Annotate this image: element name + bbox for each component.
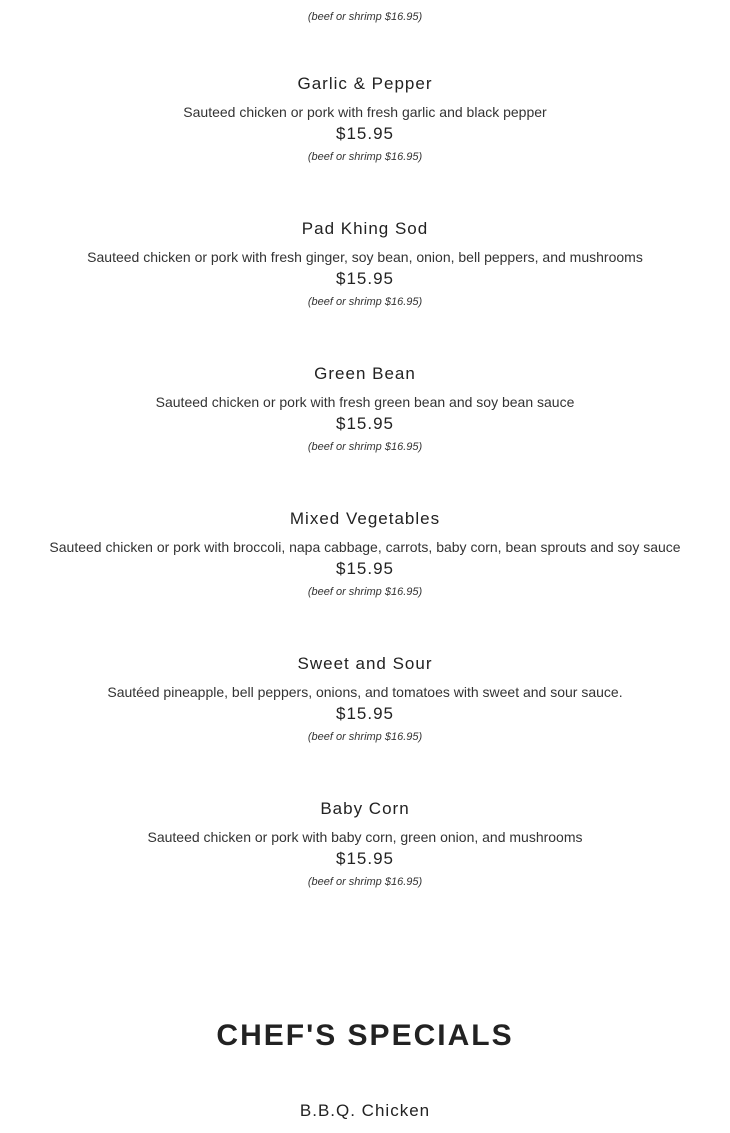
menu-item-name: Pad Khing Sod xyxy=(301,219,429,238)
menu-item xyxy=(0,1100,730,1122)
price-note: (beef or shrimp $16.95) xyxy=(307,11,423,23)
menu-item-description: Sauteed chicken or pork with broccoli, napa cabbage, carrots, baby corn, bean sprouts and soy sauce xyxy=(49,539,681,555)
menu-item-price: $15.95 xyxy=(336,704,394,723)
menu-item-note: (beef or shrimp $16.95) xyxy=(307,876,423,888)
menu-item-description: Sautéed pineapple, bell peppers, onions, and tomatoes with sweet and sour sauce. xyxy=(107,684,623,700)
menu-item-note: (beef or shrimp $16.95) xyxy=(307,441,423,453)
section-title: CHEF'S SPECIALS xyxy=(216,1019,514,1052)
menu-item-description: Sauteed chicken or pork with fresh garlic and black pepper xyxy=(183,104,547,120)
menu-item-note: (beef or shrimp $16.95) xyxy=(307,296,423,308)
menu-item-description: Sauteed chicken or pork with baby corn, green onion, and mushrooms xyxy=(147,829,583,845)
menu-item xyxy=(0,218,730,309)
menu-item-price: $15.95 xyxy=(336,269,394,288)
menu-item-price: $15.95 xyxy=(336,849,394,868)
menu-item xyxy=(0,653,730,744)
menu-item-name: Baby Corn xyxy=(320,799,410,818)
menu-item xyxy=(0,363,730,454)
menu-item-name: Mixed Vegetables xyxy=(289,509,441,528)
menu-item-note: (beef or shrimp $16.95) xyxy=(307,586,423,598)
menu-item-price: $15.95 xyxy=(336,414,394,433)
menu-item-name: Garlic & Pepper xyxy=(297,74,433,93)
menu-item-note: (beef or shrimp $16.95) xyxy=(307,731,423,743)
menu-item-price: $15.95 xyxy=(336,559,394,578)
menu-item xyxy=(0,73,730,164)
menu-item-name: B.B.Q. Chicken xyxy=(299,1101,431,1120)
menu-item xyxy=(0,798,730,889)
menu-item-note: (beef or shrimp $16.95) xyxy=(307,151,423,163)
menu-item-name: Sweet and Sour xyxy=(297,654,433,673)
menu-item-description: Sauteed chicken or pork with fresh green bean and soy bean sauce xyxy=(155,394,575,410)
menu-item-price: $15.95 xyxy=(336,124,394,143)
menu-item-name: Green Bean xyxy=(314,364,416,383)
menu-item xyxy=(0,508,730,599)
menu-item-description: Sauteed chicken or pork with fresh ginger, soy bean, onion, bell peppers, and mushrooms xyxy=(87,249,643,265)
